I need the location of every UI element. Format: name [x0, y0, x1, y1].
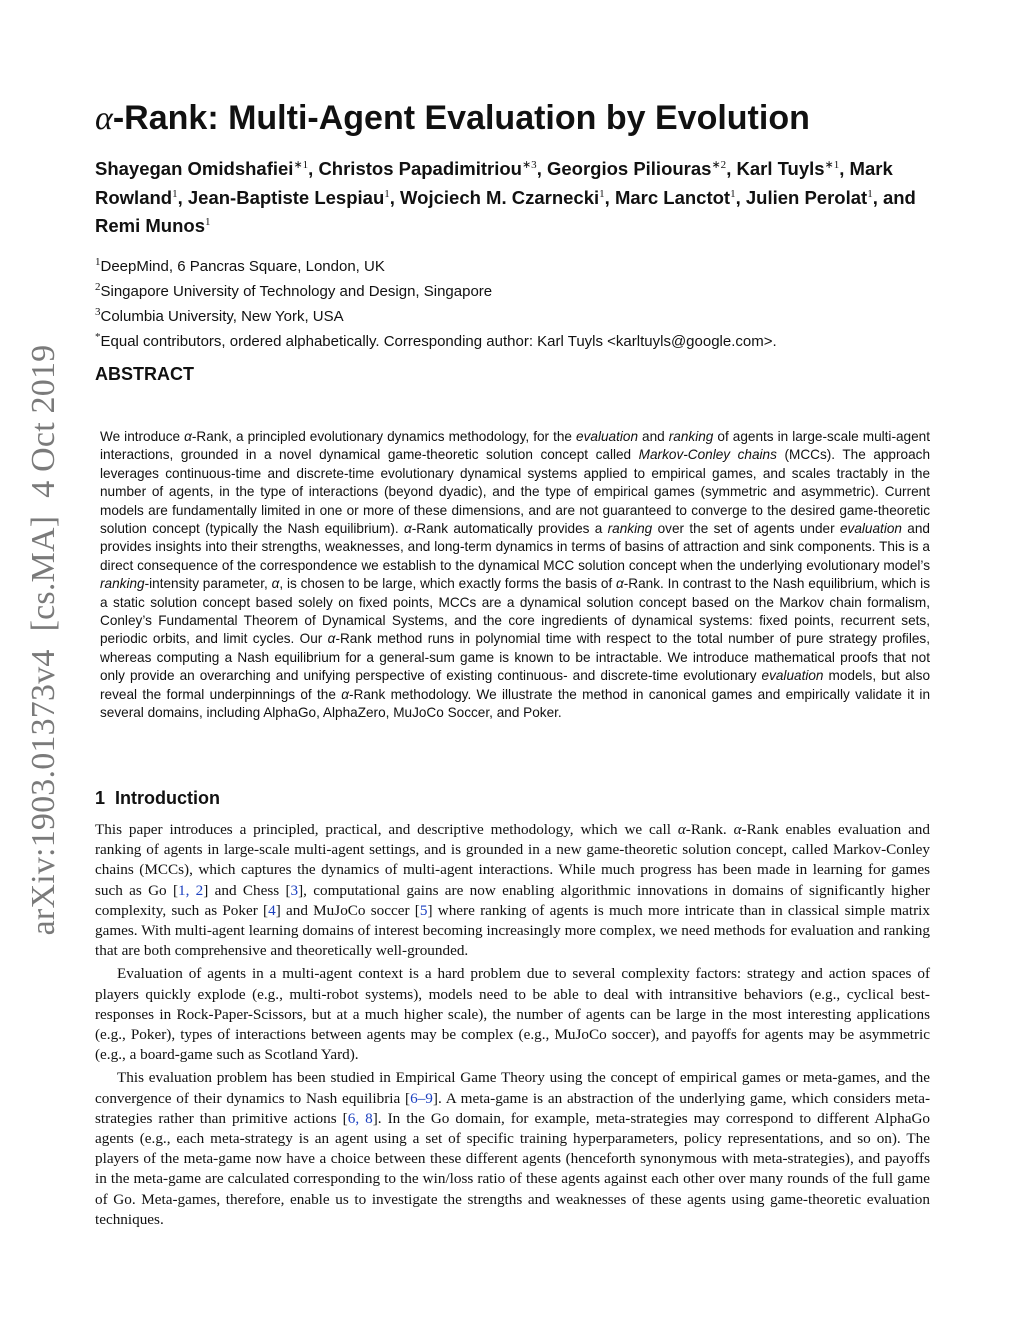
- affiliation-text: DeepMind, 6 Pancras Square, London, UK: [100, 258, 385, 275]
- author-name: Remi Munos: [95, 215, 205, 237]
- author-name: Christos Papadimitriou: [318, 158, 522, 180]
- paragraph: Evaluation of agents in a multi-agent context is a hard problem due to several complexity factors: strategy and action spaces of players quickly explode (e.g., multi-robot systems), models need to be able to deal with intransitive behaviors (e.g., cyclical best-responses in Rock-Paper-Scissors, but at a much higher scale), the number of agents can be large in the most interesting applications (e.g., Poker), types of interactions between agents may be complex (e.g., MuJoCo soccer), and payoffs for agents may be asymmetric (e.g., a board-game such as Scotland Yard).: [95, 965, 930, 1064]
- affiliation-text: Equal contributors, ordered alphabetically. Corresponding author: Karl Tuyls <karltuyls@google.com>.: [100, 333, 777, 350]
- title-alpha-symbol: α: [95, 100, 113, 137]
- author-name: Shayegan Omidshafiei: [95, 158, 294, 180]
- author-name: Julien Perolat: [745, 186, 868, 208]
- author-name: Marc Lanctot: [614, 186, 731, 208]
- section-number: 1: [95, 788, 106, 808]
- author-name: Wojciech M. Czarnecki: [400, 186, 600, 208]
- paper-title: [95, 96, 810, 141]
- author-affiliation-marker: ∗2: [711, 159, 727, 171]
- arxiv-category: [cs.MA]: [25, 515, 62, 632]
- emphasized-term: evaluation: [761, 668, 824, 684]
- author-name: Georgios Piliouras: [546, 158, 712, 180]
- alpha-symbol: α: [404, 521, 412, 537]
- citation-link: 6, 8: [347, 1109, 373, 1127]
- author-name: Mark Rowland: [95, 158, 893, 208]
- affiliation-line: [95, 277, 945, 302]
- affiliation-marker: *: [95, 331, 101, 343]
- emphasized-term: evaluation: [839, 521, 902, 537]
- paragraph: This paper introduces a principled, practical, and descriptive methodology, which we call α-Rank. α-Rank enables evaluation and ranking of agents in large-scale multi-agent settings, and is grounded in a new game-theoretic solution concept, called Markov-Conley chains (MCCs), which captures the dynamics of multi-agent interactions. While much progress has been made in learning for games such as Go [1, 2] and Chess [3], computational gains are now enabling algorithmic innovations in domains of significantly higher complexity, such as Poker [4] and MuJoCo soccer [5] where ranking of agents is much more intricate than in classical simple matrix games. With multi-agent learning domains of interest becoming increasingly more complex, we need methods for evaluation and ranking that are both comprehensive and theoretically well-grounded.: [95, 821, 930, 960]
- author-name: Jean-Baptiste Lespiau: [187, 186, 385, 208]
- section-heading-introduction: [95, 788, 220, 809]
- author-affiliation-marker: ∗3: [521, 159, 537, 171]
- affiliation-text: Columbia University, New York, USA: [100, 308, 344, 325]
- affiliation-text: Singapore University of Technology and Design, Singapore: [100, 283, 493, 300]
- arxiv-date: 4 Oct 2019: [25, 344, 62, 498]
- citation-link: 6–9: [410, 1089, 433, 1107]
- citation-link: 1, 2: [178, 881, 204, 899]
- affiliation-marker: 2: [95, 281, 101, 293]
- alpha-symbol: α: [341, 686, 350, 702]
- alpha-symbol: α: [615, 576, 624, 592]
- alpha-symbol: α: [271, 576, 280, 592]
- affiliation-list: [95, 252, 945, 352]
- alpha-symbol: α: [733, 821, 742, 838]
- arxiv-id: arXiv:1903.01373v4: [25, 649, 62, 936]
- author-affiliation-marker: 1: [204, 216, 211, 229]
- affiliation-line: [95, 327, 945, 352]
- citation-link: 4: [268, 901, 276, 919]
- emphasized-term: ranking: [668, 429, 714, 444]
- affiliation-line: [95, 302, 945, 327]
- abstract-text: We introduce α-Rank, a principled evolutionary dynamics methodology, for the evaluation and ranking of agents in large-scale multi-agent interactions, grounded in a novel dynamical game-theoretic solution concept called Markov-Conley chains (MCCs). The approach leverages continuous-time and discrete-time evolutionary dynamical systems applied to empirical games, and scales tractably in the number of agents, in the type of interactions (beyond dyadic), and the type of empirical games (symmetric and asymmetric). Current models are fundamentally limited in one or more of these dimensions, and are not guaranteed to converge to the desired game-theoretic solution concept (typically the Nash equilibrium). α-Rank automatically provides a ranking over the set of agents under evaluation and provides insights into their strengths, weaknesses, and long-term dynamics in terms of basins of attraction and sink components. This is a direct consequence of the correspondence we establish to the dynamical MCC solution concept when the underlying evolutionary model’s ranking-intensity parameter, α, is chosen to be large, which exactly forms the basis of α-Rank. In contrast to the Nash equilibrium, which is a static solution concept based solely on fixed points, MCCs are a dynamical solution concept based on the Markov chain formalism, Conley’s Fundamental Theorem of Dynamical Systems, and the core ingredients of dynamical systems: fixed points, recurrent sets, periodic orbits, and limit cycles. Our α-Rank method runs in polynomial time with respect to the total number of pure strategy profiles, whereas computing a Nash equilibrium for a general-sum game is known to be intractable. We introduce mathematical proofs that not only provide an overarching and unifying perspective of existing continuous- and discrete-time evolutionary evaluation models, but also reveal the formal underpinnings of the α-Rank methodology. We illustrate the method in canonical games and empirically validate it in several domains, including AlphaGo, AlphaZero, MuJoCo Soccer, and Poker.: [100, 429, 931, 721]
- author-affiliation-marker: 1: [384, 187, 390, 200]
- author-name: Karl Tuyls: [736, 158, 825, 180]
- affiliation-marker: 1: [95, 256, 101, 268]
- affiliation-line: [95, 252, 945, 277]
- emphasized-term: ranking: [607, 521, 653, 537]
- alpha-symbol: α: [677, 821, 686, 838]
- emphasized-term: ranking: [100, 576, 145, 592]
- title-text: -Rank: Multi-Agent Evaluation by Evolution: [112, 99, 810, 137]
- author-affiliation-marker: 1: [599, 187, 605, 200]
- author-affiliation-marker: 1: [730, 187, 736, 200]
- author-affiliation-marker: ∗1: [824, 159, 840, 171]
- section-title: Introduction: [115, 788, 220, 808]
- author-affiliation-marker: ∗1: [293, 159, 309, 171]
- alpha-symbol: α: [327, 631, 336, 647]
- arxiv-identifier-sidebar: [25, 345, 63, 936]
- citation-link: 5: [419, 901, 428, 919]
- emphasized-term: Markov-Conley chains: [638, 447, 777, 463]
- author-affiliation-marker: 1: [172, 187, 178, 200]
- paragraph: This evaluation problem has been studied in Empirical Game Theory using the concept of empirical games or meta-games, and the convergence of their dynamics to Nash equilibria [6–9]. A meta-game is an abstraction of the underlying game, which considers meta-strategies rather than primitive actions [6, 8]. In the Go domain, for example, meta-strategies may correspond to different AlphaGo agents (e.g., each meta-strategy is an agent using a set of specific training hyperparameters, policy representations, and so on). The players of the meta-game now have a choice between these different agents (henceforth synonymous with meta-strategies), and payoffs in the meta-game are calculated corresponding to the win/loss ratio of these agents against each other over many rounds of the full game of Go. Meta-games, therefore, enable us to investigate the strengths and weaknesses of these agents using game-theoretic evaluation techniques.: [95, 1069, 931, 1228]
- author-affiliation-marker: 1: [867, 187, 873, 200]
- abstract-heading: ABSTRACT: [95, 364, 194, 384]
- author-list: Shayegan Omidshafiei$^{∗1}$, Christos Papadimitriou$^{∗3}$, Georgios Piliouras$^{∗2}$, Karl Tuyls$^{∗1}$, Mark Rowland$^1$, Jean-Baptiste Lespiau$^1$, Wojciech M. Czarnecki$^1$, Marc Lanctot$^1$, Julien Perolat$^1$, and Remi Munos$^1$: [95, 158, 916, 237]
- introduction-body: [95, 820, 930, 1233]
- citation-link: 3: [290, 881, 299, 899]
- affiliation-marker: 3: [95, 306, 101, 318]
- alpha-symbol: α: [184, 429, 192, 444]
- emphasized-term: evaluation: [576, 429, 639, 444]
